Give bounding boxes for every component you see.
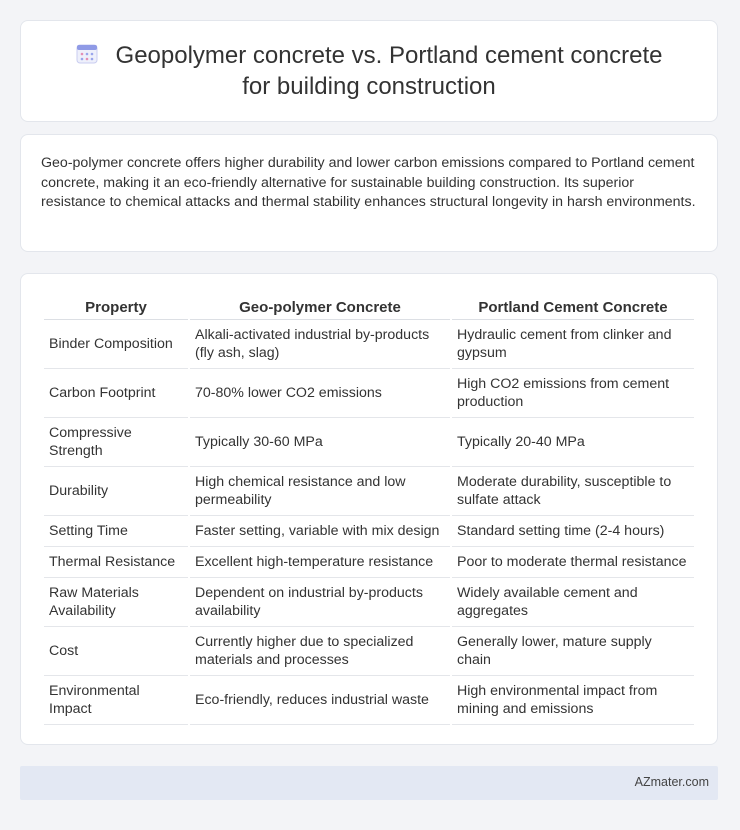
table-row [44, 578, 694, 627]
table-row [44, 676, 694, 725]
row-portland-value: Hydraulic cement from clinker and gypsum [452, 320, 694, 369]
table-row [44, 320, 694, 369]
table-row [44, 418, 694, 467]
row-geopolymer-value: Eco-friendly, reduces industrial waste [190, 676, 450, 725]
title-card [20, 20, 718, 122]
table-row [44, 467, 694, 516]
row-geopolymer-value: Currently higher due to specialized materials and processes [190, 627, 450, 676]
table-row [44, 516, 694, 547]
row-geopolymer-value: Excellent high-temperature resistance [190, 547, 450, 578]
row-property: Environmental Impact [44, 676, 188, 725]
footer-brand[interactable]: AZmater.com [634, 775, 709, 789]
row-portland-value: Typically 20-40 MPa [452, 418, 694, 467]
summary-card [20, 134, 718, 252]
row-portland-value: Poor to moderate thermal resistance [452, 547, 694, 578]
comparison-table-card [20, 273, 718, 745]
row-geopolymer-value: 70-80% lower CO2 emissions [190, 369, 450, 418]
row-portland-value: High environmental impact from mining and emissions [452, 676, 694, 725]
row-portland-value: Moderate durability, susceptible to sulfate attack [452, 467, 694, 516]
row-geopolymer-value: High chemical resistance and low permeability [190, 467, 450, 516]
table-row [44, 627, 694, 676]
row-geopolymer-value: Faster setting, variable with mix design [190, 516, 450, 547]
header-property: Property [44, 294, 188, 320]
row-property: Raw Materials Availability [44, 578, 188, 627]
row-geopolymer-value: Typically 30-60 MPa [190, 418, 450, 467]
row-property: Thermal Resistance [44, 547, 188, 578]
footer-bar [20, 766, 718, 800]
row-geopolymer-value: Dependent on industrial by-products availability [190, 578, 450, 627]
summary-text: Geo-polymer concrete offers higher durability and lower carbon emissions compared to Portland cement concrete, making it an eco-friendly alternative for sustainable building construction. Its superior resistance to chemical attacks and thermal stability enhances structural longevity in harsh environments. [41, 155, 696, 210]
header-geopolymer: Geo-polymer Concrete [190, 294, 450, 320]
table-header-row [44, 294, 694, 320]
row-portland-value: Standard setting time (2-4 hours) [452, 516, 694, 547]
header-portland: Portland Cement Concrete [452, 294, 694, 320]
row-property: Binder Composition [44, 320, 188, 369]
row-portland-value: Widely available cement and aggregates [452, 578, 694, 627]
row-portland-value: Generally lower, mature supply chain [452, 627, 694, 676]
row-geopolymer-value: Alkali-activated industrial by-products (fly ash, slag) [190, 320, 450, 369]
title-wrap [59, 41, 679, 101]
row-property: Carbon Footprint [44, 369, 188, 418]
row-property: Setting Time [44, 516, 188, 547]
comparison-table [42, 294, 696, 725]
page-title: Geopolymer concrete vs. Portland cement concrete for building construction [115, 41, 663, 101]
row-portland-value: High CO2 emissions from cement production [452, 369, 694, 418]
table-row [44, 369, 694, 418]
row-property: Compressive Strength [44, 418, 188, 467]
table-row [44, 547, 694, 578]
row-property: Cost [44, 627, 188, 676]
row-property: Durability [44, 467, 188, 516]
calendar-icon [76, 42, 98, 69]
